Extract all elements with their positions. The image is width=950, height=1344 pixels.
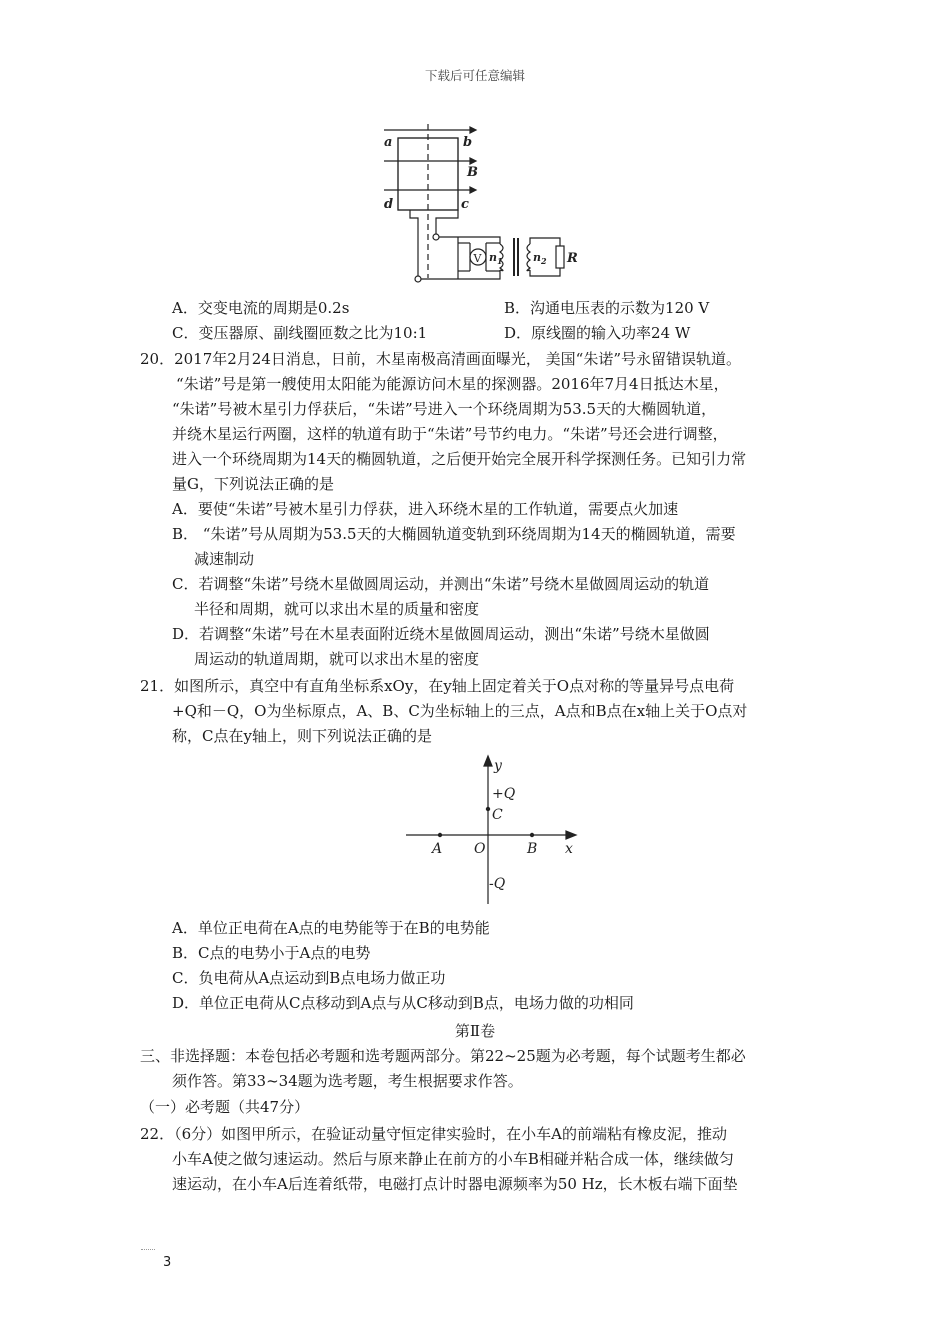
q19-option-b: B．沟通电压表的示数为120 V bbox=[504, 299, 710, 317]
q20-option-d: D．若调整“朱诺”号在木星表面附近绕木星做圆周运动，测出“朱诺”号绕木星做圆 bbox=[172, 625, 710, 643]
q19-option-d: D．原线圈的输入功率24 W bbox=[504, 324, 691, 342]
q20-line-2: “朱诺”号是第一艘使用太阳能为能源访问木星的探测器。2016年7月4日抵达木星， bbox=[176, 375, 729, 393]
q20-line-5: 进入一个环绕周期为14天的椭圆轨道，之后便开始完全展开科学探测任务。已知引力常 bbox=[172, 450, 747, 468]
q20-option-b-cont: 减速制动 bbox=[194, 550, 255, 568]
q21-line-2: +Q和－Q，O为坐标原点，A、B、C为坐标轴上的三点，A点和B点在x轴上关于O点对 bbox=[172, 702, 748, 720]
q22-line-3: 速运动，在小车A后连着纸带，电磁打点计时器电源频率为50 Hz，长木板右端下面垫 bbox=[172, 1175, 738, 1193]
label-a: a bbox=[384, 135, 393, 150]
label-R: R bbox=[567, 251, 578, 266]
label-n1: $n_1$ bbox=[489, 251, 503, 266]
q21-line-1: 21．如图所示，真空中有直角坐标系xOy，在y轴上固定着关于O点对称的等量异号点电荷 bbox=[140, 677, 735, 695]
axis-label-x: x bbox=[565, 841, 573, 857]
figure-coil-transformer bbox=[370, 118, 590, 288]
q20-option-b: B． “朱诺”号从周期为53.5天的大椭圆轨道变轨到环绕周期为14天的椭圆轨道，需要 bbox=[172, 525, 736, 543]
label-n2: $n_2$ bbox=[533, 251, 547, 266]
section3-line-2: 须作答。第33~34题为选考题，考生根据要求作答。 bbox=[172, 1072, 523, 1090]
label-O: O bbox=[474, 841, 486, 857]
q22-line-2: 小车A使之做匀速运动。然后与原来静止在前方的小车B相碰并粘合成一体，继续做匀 bbox=[172, 1150, 734, 1168]
required-heading: （一）必考题（共47分） bbox=[140, 1098, 310, 1116]
page-number: 3 bbox=[163, 1255, 172, 1270]
q20-option-d-cont: 周运动的轨道周期，就可以求出木星的密度 bbox=[194, 650, 480, 668]
q19-option-a: A．交变电流的周期是0.2s bbox=[172, 299, 350, 317]
label-minus-q: -Q bbox=[489, 876, 506, 892]
label-A: A bbox=[432, 841, 443, 857]
q20-option-c-cont: 半径和周期，就可以求出木星的质量和密度 bbox=[194, 600, 480, 618]
q22-line-1: 22．（6分）如图甲所示，在验证动量守恒定律实验时，在小车A的前端粘有橡皮泥，推动 bbox=[140, 1125, 727, 1143]
section3-line-1: 三、非选择题：本卷包括必考题和选考题两部分。第22~25题为必考题，每个试题考生都必 bbox=[140, 1047, 746, 1065]
q19-option-c: C．变压器原、副线圈匝数之比为10:1 bbox=[172, 324, 428, 342]
q20-option-c: C．若调整“朱诺”号绕木星做圆周运动，并测出“朱诺”号绕木星做圆周运动的轨道 bbox=[172, 575, 710, 593]
label-C: C bbox=[492, 807, 503, 823]
label-plus-q: +Q bbox=[492, 786, 516, 802]
q21-option-a: A．单位正电荷在A点的电势能等于在B的电势能 bbox=[172, 919, 490, 937]
figure-coordinate-axes bbox=[400, 752, 590, 912]
q21-option-d: D．单位正电荷从C点移动到A点与从C移动到B点，电场力做的功相同 bbox=[172, 994, 634, 1012]
q20-line-3: “朱诺”号被木星引力俘获后，“朱诺”号进入一个环绕周期为53.5天的大椭圆轨道， bbox=[172, 400, 717, 418]
q21-option-b: B．C点的电势小于A点的电势 bbox=[172, 944, 371, 962]
q20-line-4: 并绕木星运行两圈，这样的轨道有助于“朱诺”号节约电力。“朱诺”号还会进行调整， bbox=[172, 425, 728, 443]
label-B: B bbox=[467, 165, 478, 180]
q20-line-1: 20．2017年2月24日消息，日前，木星南极高清画面曝光， 美国“朱诺”号永留错误轨道。 bbox=[140, 350, 741, 368]
label-d: d bbox=[384, 197, 394, 212]
label-B: B bbox=[527, 841, 538, 857]
axis-label-y: y bbox=[494, 758, 502, 774]
page-header: 下载后可任意编辑 bbox=[424, 68, 525, 83]
label-b: b bbox=[463, 135, 473, 150]
section-title: 第Ⅱ卷 bbox=[454, 1022, 496, 1040]
q20-line-6: 量G，下列说法正确的是 bbox=[172, 475, 334, 493]
label-c: c bbox=[461, 197, 469, 212]
q20-option-a: A．要使“朱诺”号被木星引力俘获，进入环绕木星的工作轨道，需要点火加速 bbox=[172, 500, 679, 518]
q21-option-c: C．负电荷从A点运动到B点电场力做正功 bbox=[172, 969, 446, 987]
footer-rule bbox=[141, 1249, 155, 1250]
q21-line-3: 称，C点在y轴上，则下列说法正确的是 bbox=[172, 727, 432, 745]
voltmeter-V: V bbox=[473, 252, 482, 265]
